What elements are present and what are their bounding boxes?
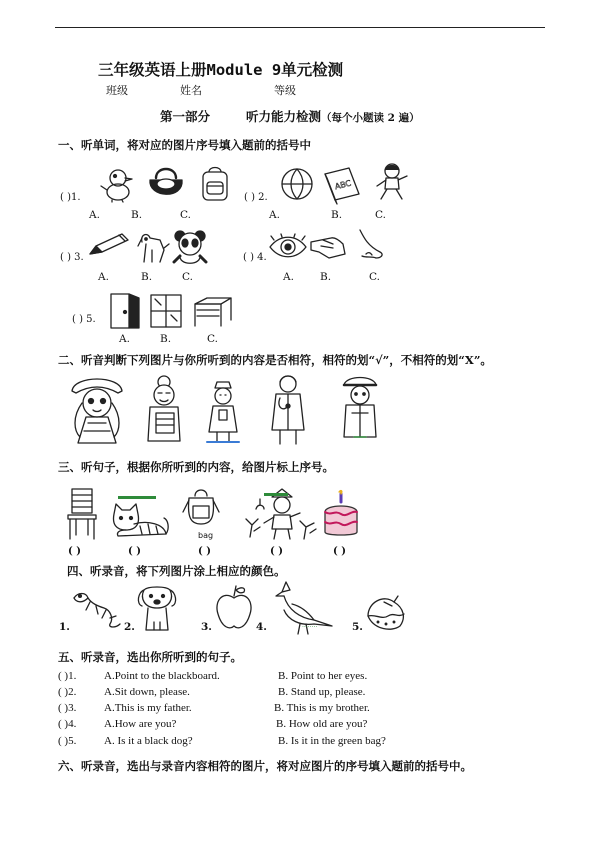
q1-item-3: ( ) 3. bbox=[60, 252, 84, 263]
part-label: 第一部分 bbox=[160, 109, 211, 124]
section-4-heading: 四、听录音，将下列图片涂上相应的颜色。 bbox=[67, 564, 286, 578]
nose-picture bbox=[352, 228, 388, 262]
apple-picture bbox=[214, 584, 254, 632]
cat-picture bbox=[108, 500, 170, 542]
watermark-dots: ........ bbox=[302, 622, 318, 629]
q4-number-2: 2. bbox=[124, 621, 135, 633]
q1-2-option-a: A. bbox=[269, 209, 280, 221]
class-label: 班级 bbox=[106, 84, 128, 97]
q5-row-1-number: ( )1. bbox=[58, 670, 77, 682]
q5-row-4-option-a: A.How are you? bbox=[104, 718, 177, 730]
q1-item-5: ( ) 5. bbox=[72, 314, 96, 325]
door-picture bbox=[107, 292, 143, 330]
q5-row-5-option-a: A. Is it a black dog? bbox=[104, 735, 193, 747]
q3-bracket-3: ( ) bbox=[198, 546, 211, 557]
lizard-picture bbox=[70, 588, 122, 632]
q5-row-5-number: ( )5. bbox=[58, 735, 77, 747]
q1-2-option-c: C. bbox=[375, 209, 386, 221]
q5-row-2-number: ( )2. bbox=[58, 686, 77, 698]
q1-3-option-b: B. bbox=[141, 271, 153, 283]
chair-picture bbox=[64, 487, 100, 541]
q5-row-3-option-b: B. This is my brother. bbox=[274, 702, 370, 714]
panda-picture bbox=[172, 228, 208, 266]
q5-row-3-number: ( )3. bbox=[58, 702, 77, 714]
book-picture bbox=[321, 164, 363, 204]
nurse-picture bbox=[205, 380, 241, 444]
part-note: （每个小题读 2 遍） bbox=[321, 112, 420, 124]
grade-label: 等级 bbox=[274, 84, 296, 97]
puppy-picture bbox=[134, 584, 180, 634]
q4-number-4: 4. bbox=[256, 621, 267, 633]
q1-1-option-a: A. bbox=[89, 209, 100, 221]
part-heading bbox=[246, 107, 420, 125]
q5-row-4-number: ( )4. bbox=[58, 718, 77, 730]
dog-picture bbox=[134, 228, 170, 264]
q1-4-option-b: B. bbox=[320, 271, 332, 283]
q4-number-5: 5. bbox=[352, 621, 363, 633]
hand-picture bbox=[309, 232, 347, 262]
q1-4-option-c: C. bbox=[369, 271, 380, 283]
q4-number-3: 3. bbox=[201, 621, 212, 633]
watermark-strip-1 bbox=[118, 496, 156, 499]
window-picture bbox=[147, 293, 185, 329]
q1-item-1: ( )1. bbox=[60, 192, 81, 203]
q1-3-option-a: A. bbox=[98, 271, 109, 283]
section-5-heading: 五、听录音，选出你所听到的句子。 bbox=[58, 650, 242, 664]
q3-bracket-5: ( ) bbox=[333, 546, 346, 557]
section-2-heading: 二、听音判断下列图片与你所听到的内容是否相符，相符的划“√”，不相符的划“X”。 bbox=[58, 353, 492, 367]
title-part-2: 单元检测 bbox=[281, 60, 344, 79]
grandmother-picture bbox=[140, 375, 188, 445]
policeman-picture bbox=[338, 375, 382, 445]
title-module: Module 9 bbox=[206, 61, 282, 79]
birthday-cake-picture bbox=[321, 492, 361, 538]
bag-picture bbox=[181, 488, 221, 528]
watermark-strip-2 bbox=[264, 493, 288, 496]
section-6-heading: 六、听录音，选出与录音内容相符的图片，将对应图片的序号填入题前的括号中。 bbox=[58, 759, 472, 773]
section-3-heading: 三、听句子，根据你所听到的内容，给图片标上序号。 bbox=[58, 460, 334, 474]
strawberry-picture bbox=[364, 592, 408, 632]
pencil-picture bbox=[86, 232, 130, 258]
doctor-picture bbox=[266, 374, 310, 446]
q5-row-5-option-b: B. Is it in the green bag? bbox=[278, 735, 386, 747]
q5-row-1-option-b: B. Point to her eyes. bbox=[278, 670, 368, 682]
header-rule bbox=[55, 27, 545, 28]
q1-2-option-b: B. bbox=[331, 209, 343, 221]
q4-number-1: 1. bbox=[59, 621, 70, 633]
q1-item-4: ( ) 4. bbox=[243, 252, 267, 263]
q3-bracket-1: ( ) bbox=[68, 546, 81, 557]
q3-bracket-4: ( ) bbox=[270, 546, 283, 557]
schoolbag-picture bbox=[197, 166, 233, 202]
q5-row-2-option-b: B. Stand up, please. bbox=[278, 686, 366, 698]
girl-picture bbox=[64, 373, 130, 445]
q1-3-option-c: C. bbox=[182, 271, 193, 283]
bird-picture bbox=[98, 166, 138, 202]
part-heading-text: 听力能力检测 bbox=[246, 109, 322, 124]
q1-5-option-a: A. bbox=[119, 333, 130, 345]
bag-caption: bag bbox=[198, 531, 214, 540]
q1-1-option-b: B. bbox=[131, 209, 143, 221]
eye-picture bbox=[268, 234, 308, 260]
handbag-picture bbox=[146, 164, 186, 202]
q1-4-option-a: A. bbox=[283, 271, 294, 283]
q5-row-2-option-a: A.Sit down, please. bbox=[104, 686, 190, 698]
q5-row-1-option-a: A.Point to the blackboard. bbox=[104, 670, 220, 682]
q1-5-option-b: B. bbox=[160, 333, 172, 345]
q1-5-option-c: C. bbox=[207, 333, 218, 345]
title-part-1: 三年级英语上册 bbox=[98, 60, 207, 79]
section-1-heading: 一、听单词，将对应的图片序号填入题前的括号中 bbox=[58, 138, 311, 152]
q3-bracket-2: ( ) bbox=[128, 546, 141, 557]
name-label: 姓名 bbox=[180, 84, 202, 97]
ball-picture bbox=[279, 166, 315, 202]
q1-1-option-c: C. bbox=[180, 209, 191, 221]
page-title bbox=[98, 58, 343, 80]
svg-text:ABC: ABC bbox=[333, 178, 353, 192]
q5-row-3-option-a: A.This is my father. bbox=[104, 702, 192, 714]
running-boy-picture bbox=[372, 162, 412, 202]
q5-row-4-option-b: B. How old are you? bbox=[276, 718, 368, 730]
desk-picture bbox=[193, 294, 233, 328]
q1-item-2: ( ) 2. bbox=[244, 192, 268, 203]
